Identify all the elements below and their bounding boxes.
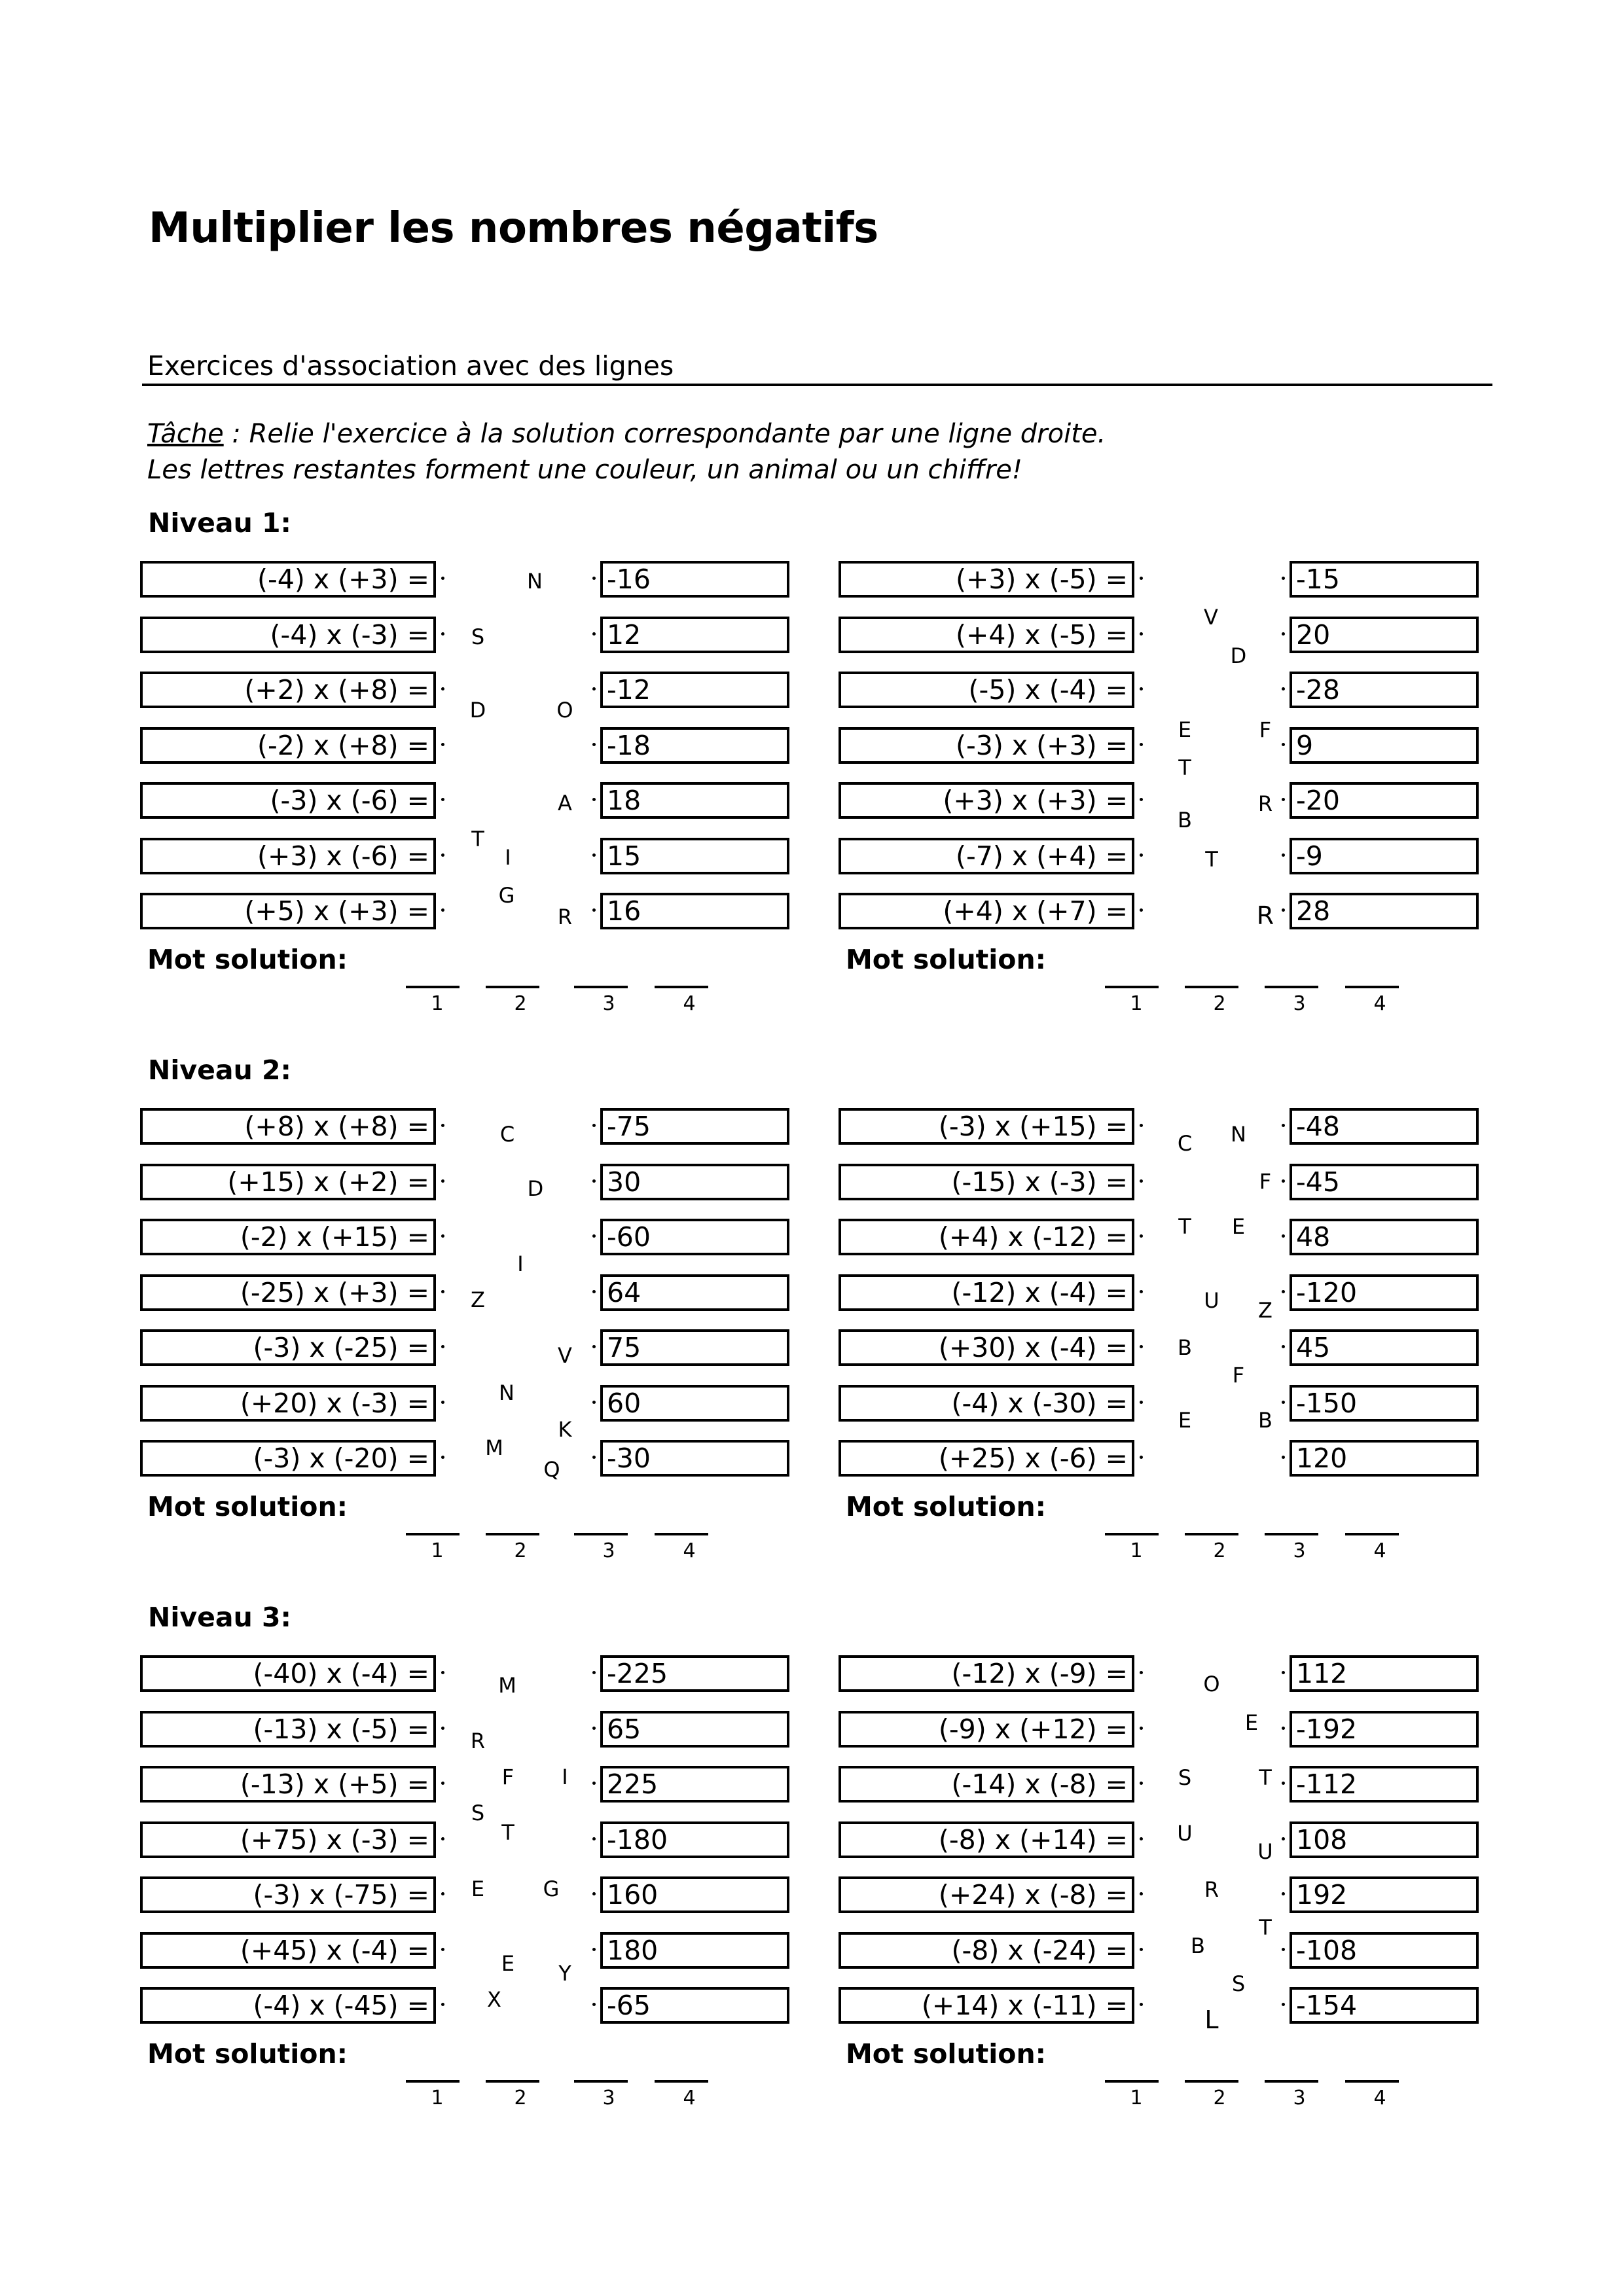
solution-connector-dot[interactable] xyxy=(592,1124,596,1127)
scatter-letter: M xyxy=(485,1435,503,1460)
scatter-letter: O xyxy=(556,698,573,723)
solution-box[interactable]: 28 xyxy=(1290,893,1479,929)
scatter-letter: U xyxy=(1177,1821,1193,1846)
answer-blank-number: 2 xyxy=(514,2087,527,2109)
solution-box[interactable]: -9 xyxy=(1290,838,1479,874)
answer-blank-number: 1 xyxy=(431,2087,444,2109)
scatter-letter: T xyxy=(1259,1915,1272,1940)
exercise-connector-dot[interactable] xyxy=(1140,1234,1143,1238)
answer-blank-number: 1 xyxy=(1130,1539,1143,1562)
answer-blank[interactable] xyxy=(574,986,628,988)
exercise-connector-dot[interactable] xyxy=(1140,798,1143,801)
solution-box[interactable]: -120 xyxy=(1290,1274,1479,1311)
solution-box[interactable]: -16 xyxy=(600,561,789,598)
solution-connector-dot[interactable] xyxy=(1282,632,1285,636)
scatter-letter: R xyxy=(1257,791,1273,816)
scatter-letter: S xyxy=(471,1801,485,1825)
exercise-connector-dot[interactable] xyxy=(1140,632,1143,636)
solution-connector-dot[interactable] xyxy=(1282,1727,1285,1730)
exercise-connector-dot[interactable] xyxy=(1140,1345,1143,1348)
exercise-box[interactable]: (-5) x (-4) = xyxy=(839,672,1134,708)
exercise-connector-dot[interactable] xyxy=(1140,687,1143,691)
solution-box[interactable]: 12 xyxy=(600,617,789,653)
answer-blank[interactable] xyxy=(655,2080,708,2083)
solution-connector-dot[interactable] xyxy=(592,1782,596,1785)
solution-connector-dot[interactable] xyxy=(592,1290,596,1293)
solution-connector-dot[interactable] xyxy=(1282,687,1285,691)
scatter-letter: V xyxy=(558,1343,572,1368)
level-label: Niveau 3: xyxy=(148,1602,291,1633)
answer-blank-number: 2 xyxy=(1213,2087,1226,2109)
solution-box[interactable]: -65 xyxy=(600,1987,789,2024)
exercise-box[interactable]: (+4) x (+7) = xyxy=(839,893,1134,929)
exercise-connector-dot[interactable] xyxy=(441,1892,444,1895)
exercise-box[interactable]: (+45) x (-4) = xyxy=(140,1932,436,1969)
scatter-letter: V xyxy=(1204,605,1218,630)
exercise-connector-dot[interactable] xyxy=(441,1727,444,1730)
solution-box[interactable]: -192 xyxy=(1290,1711,1479,1748)
answer-blank[interactable] xyxy=(486,2080,539,2083)
solution-box[interactable]: -45 xyxy=(1290,1164,1479,1200)
scatter-letter: N xyxy=(1231,1122,1246,1147)
exercise-box[interactable]: (-12) x (-4) = xyxy=(839,1274,1134,1311)
answer-blank-number: 2 xyxy=(1213,1539,1226,1562)
answer-blank[interactable] xyxy=(406,986,460,988)
exercise-connector-dot[interactable] xyxy=(441,1948,444,1951)
solution-connector-dot[interactable] xyxy=(592,1401,596,1404)
exercise-connector-dot[interactable] xyxy=(441,687,444,691)
answer-blank[interactable] xyxy=(406,1533,460,1535)
exercise-connector-dot[interactable] xyxy=(1140,1456,1143,1459)
answer-blank[interactable] xyxy=(1185,1533,1238,1535)
answer-blank-number: 2 xyxy=(1213,992,1226,1015)
scatter-letter: F xyxy=(1259,717,1272,742)
exercise-box[interactable]: (+3) x (+3) = xyxy=(839,782,1134,819)
answer-blank[interactable] xyxy=(1345,1533,1399,1535)
exercise-box[interactable]: (-4) x (-3) = xyxy=(140,617,436,653)
solution-connector-dot[interactable] xyxy=(592,632,596,636)
exercise-box[interactable]: (-3) x (+3) = xyxy=(839,727,1134,764)
exercise-connector-dot[interactable] xyxy=(1140,1671,1143,1674)
scatter-letter: T xyxy=(1259,1765,1272,1790)
scatter-letter: R xyxy=(470,1729,486,1753)
exercise-connector-dot[interactable] xyxy=(441,1782,444,1785)
solution-box[interactable]: 192 xyxy=(1290,1876,1479,1913)
exercise-box[interactable]: (+75) x (-3) = xyxy=(140,1821,436,1858)
solution-connector-dot[interactable] xyxy=(592,577,596,580)
section-divider xyxy=(142,384,1492,386)
exercise-connector-dot[interactable] xyxy=(1140,577,1143,580)
exercise-connector-dot[interactable] xyxy=(441,1345,444,1348)
exercise-box[interactable]: (-25) x (+3) = xyxy=(140,1274,436,1311)
answer-blank-number: 3 xyxy=(602,2087,615,2109)
solution-box[interactable]: 65 xyxy=(600,1711,789,1748)
answer-blank-number: 4 xyxy=(1373,992,1386,1015)
section-subtitle: Exercices d'association avec des lignes xyxy=(147,350,674,382)
solution-box[interactable]: 48 xyxy=(1290,1219,1479,1255)
scatter-letter: F xyxy=(1259,1169,1272,1194)
scatter-letter: E xyxy=(1178,717,1192,742)
exercise-connector-dot[interactable] xyxy=(441,2003,444,2006)
exercise-connector-dot[interactable] xyxy=(1140,2003,1143,2006)
exercise-box[interactable]: (-3) x (-25) = xyxy=(140,1329,436,1366)
answer-blank[interactable] xyxy=(655,986,708,988)
mot-solution-label: Mot solution: xyxy=(846,1491,1047,1522)
solution-connector-dot[interactable] xyxy=(592,1837,596,1840)
answer-blank-number: 2 xyxy=(514,992,527,1015)
exercise-box[interactable]: (+4) x (-5) = xyxy=(839,617,1134,653)
solution-connector-dot[interactable] xyxy=(1282,2003,1285,2006)
task-label: Tâche xyxy=(147,419,224,449)
answer-blank[interactable] xyxy=(1265,2080,1318,2083)
exercise-connector-dot[interactable] xyxy=(441,1290,444,1293)
answer-blank-number: 1 xyxy=(1130,992,1143,1015)
answer-blank-number: 1 xyxy=(1130,2087,1143,2109)
scatter-letter: N xyxy=(499,1380,514,1405)
solution-box[interactable]: -75 xyxy=(600,1108,789,1145)
scatter-letter: I xyxy=(517,1251,524,1276)
exercise-connector-dot[interactable] xyxy=(441,1124,444,1127)
answer-blank[interactable] xyxy=(1105,1533,1159,1535)
exercise-box[interactable]: (+3) x (-6) = xyxy=(140,838,436,874)
scatter-letter: C xyxy=(1177,1131,1193,1156)
exercise-connector-dot[interactable] xyxy=(1140,1727,1143,1730)
exercise-box[interactable]: (-8) x (+14) = xyxy=(839,1821,1134,1858)
solution-box[interactable]: -60 xyxy=(600,1219,789,1255)
exercise-connector-dot[interactable] xyxy=(1140,1179,1143,1183)
answer-blank-number: 4 xyxy=(683,2087,696,2109)
scatter-letter: B xyxy=(1258,1408,1272,1433)
solution-box[interactable]: 225 xyxy=(600,1766,789,1803)
answer-blank-number: 3 xyxy=(1293,2087,1306,2109)
exercise-box[interactable]: (+2) x (+8) = xyxy=(140,672,436,708)
scatter-letter: Q xyxy=(543,1457,560,1482)
scatter-letter: I xyxy=(562,1765,568,1789)
scatter-letter: D xyxy=(1230,643,1247,668)
answer-blank[interactable] xyxy=(1105,2080,1159,2083)
answer-blank[interactable] xyxy=(486,1533,539,1535)
exercise-connector-dot[interactable] xyxy=(1140,1782,1143,1785)
instruction-text-1: : Relie l'exercice à la solution correspondante par une ligne droite. xyxy=(223,419,1106,449)
exercise-box[interactable]: (+15) x (+2) = xyxy=(140,1164,436,1200)
solution-box[interactable]: 15 xyxy=(600,838,789,874)
solution-connector-dot[interactable] xyxy=(1282,853,1285,857)
solution-connector-dot[interactable] xyxy=(592,853,596,857)
scatter-letter: E xyxy=(471,1876,485,1901)
scatter-letter: B xyxy=(1178,1335,1192,1360)
exercise-connector-dot[interactable] xyxy=(441,743,444,746)
answer-blank-number: 3 xyxy=(602,1539,615,1562)
exercise-box[interactable]: (-3) x (-6) = xyxy=(140,782,436,819)
exercise-connector-dot[interactable] xyxy=(1140,1290,1143,1293)
solution-connector-dot[interactable] xyxy=(1282,1782,1285,1785)
mot-solution-label: Mot solution: xyxy=(846,944,1047,975)
scatter-letter: N xyxy=(527,569,543,594)
scatter-letter: S xyxy=(1231,1971,1246,1996)
exercise-connector-dot[interactable] xyxy=(441,1401,444,1404)
exercise-box[interactable]: (+3) x (-5) = xyxy=(839,561,1134,598)
mot-solution-label: Mot solution: xyxy=(846,2038,1047,2070)
mot-solution-label: Mot solution: xyxy=(147,1491,348,1522)
solution-connector-dot[interactable] xyxy=(1282,1234,1285,1238)
solution-connector-dot[interactable] xyxy=(1282,1179,1285,1183)
scatter-letter: D xyxy=(527,1176,544,1201)
solution-connector-dot[interactable] xyxy=(592,1727,596,1730)
solution-connector-dot[interactable] xyxy=(1282,908,1285,912)
solution-connector-dot[interactable] xyxy=(1282,1671,1285,1674)
exercise-connector-dot[interactable] xyxy=(441,1234,444,1238)
solution-box[interactable]: 18 xyxy=(600,782,789,819)
solution-box[interactable]: 64 xyxy=(600,1274,789,1311)
solution-connector-dot[interactable] xyxy=(1282,1401,1285,1404)
solution-box[interactable]: -112 xyxy=(1290,1766,1479,1803)
exercise-connector-dot[interactable] xyxy=(441,853,444,857)
scatter-letter: A xyxy=(558,791,572,816)
solution-connector-dot[interactable] xyxy=(592,1234,596,1238)
solution-connector-dot[interactable] xyxy=(592,1948,596,1951)
solution-connector-dot[interactable] xyxy=(592,908,596,912)
scatter-letter: T xyxy=(501,1820,514,1845)
exercise-box[interactable]: (-2) x (+8) = xyxy=(140,727,436,764)
solution-box[interactable]: -12 xyxy=(600,672,789,708)
scatter-letter: G xyxy=(498,883,515,908)
solution-box[interactable]: 16 xyxy=(600,893,789,929)
scatter-letter: T xyxy=(1178,1214,1191,1239)
exercise-box[interactable]: (-2) x (+15) = xyxy=(140,1219,436,1255)
solution-connector-dot[interactable] xyxy=(592,1179,596,1183)
solution-box[interactable]: -30 xyxy=(600,1440,789,1477)
answer-blank[interactable] xyxy=(1185,2080,1238,2083)
answer-blank-number: 4 xyxy=(1373,1539,1386,1562)
scatter-letter: B xyxy=(1178,808,1192,833)
solution-box[interactable]: 120 xyxy=(1290,1440,1479,1477)
solution-box[interactable]: -20 xyxy=(1290,782,1479,819)
exercise-box[interactable]: (-3) x (-75) = xyxy=(140,1876,436,1913)
solution-connector-dot[interactable] xyxy=(1282,1892,1285,1895)
exercise-box[interactable]: (+24) x (-8) = xyxy=(839,1876,1134,1913)
answer-blank[interactable] xyxy=(486,986,539,988)
solution-box[interactable]: 9 xyxy=(1290,727,1479,764)
solution-box[interactable]: -225 xyxy=(600,1655,789,1692)
answer-blank-number: 3 xyxy=(602,992,615,1015)
exercise-connector-dot[interactable] xyxy=(1140,853,1143,857)
exercise-box[interactable]: (+5) x (+3) = xyxy=(140,893,436,929)
scatter-letter: U xyxy=(1257,1839,1273,1864)
exercise-box[interactable]: (+30) x (-4) = xyxy=(839,1329,1134,1366)
solution-connector-dot[interactable] xyxy=(592,687,596,691)
solution-box[interactable]: 45 xyxy=(1290,1329,1479,1366)
answer-blank[interactable] xyxy=(1185,986,1238,988)
exercise-connector-dot[interactable] xyxy=(441,577,444,580)
scatter-letter: Y xyxy=(558,1961,571,1986)
scatter-letter: G xyxy=(543,1876,560,1901)
solution-box[interactable]: -48 xyxy=(1290,1108,1479,1145)
exercise-connector-dot[interactable] xyxy=(1140,908,1143,912)
exercise-box[interactable]: (-4) x (-30) = xyxy=(839,1385,1134,1422)
page-title: Multiplier les nombres négatifs xyxy=(149,204,878,253)
answer-blank[interactable] xyxy=(1345,2080,1399,2083)
exercise-box[interactable]: (+4) x (-12) = xyxy=(839,1219,1134,1255)
answer-blank-number: 1 xyxy=(431,1539,444,1562)
scatter-letter: S xyxy=(1178,1765,1192,1790)
exercise-box[interactable]: (-4) x (+3) = xyxy=(140,561,436,598)
solution-box[interactable]: -150 xyxy=(1290,1385,1479,1422)
solution-connector-dot[interactable] xyxy=(1282,1948,1285,1951)
exercise-connector-dot[interactable] xyxy=(1140,1948,1143,1951)
exercise-connector-dot[interactable] xyxy=(1140,743,1143,746)
answer-blank[interactable] xyxy=(1105,986,1159,988)
solution-box[interactable]: 60 xyxy=(600,1385,789,1422)
solution-box[interactable]: -180 xyxy=(600,1821,789,1858)
scatter-letter: K xyxy=(558,1417,572,1442)
solution-connector-dot[interactable] xyxy=(1282,1345,1285,1348)
answer-blank[interactable] xyxy=(574,2080,628,2083)
exercise-box[interactable]: (-3) x (-20) = xyxy=(140,1440,436,1477)
solution-box[interactable]: 75 xyxy=(600,1329,789,1366)
exercise-connector-dot[interactable] xyxy=(1140,1837,1143,1840)
scatter-letter: T xyxy=(1178,755,1191,780)
answer-blank[interactable] xyxy=(655,1533,708,1535)
solution-box[interactable]: -28 xyxy=(1290,672,1479,708)
scatter-letter: S xyxy=(471,624,485,649)
exercise-connector-dot[interactable] xyxy=(441,798,444,801)
scatter-letter: T xyxy=(471,827,484,852)
exercise-box[interactable]: (-15) x (-3) = xyxy=(839,1164,1134,1200)
solution-box[interactable]: -108 xyxy=(1290,1932,1479,1969)
scatter-letter: U xyxy=(1204,1288,1219,1313)
exercise-connector-dot[interactable] xyxy=(441,908,444,912)
answer-blank[interactable] xyxy=(406,2080,460,2083)
solution-box[interactable]: 112 xyxy=(1290,1655,1479,1692)
solution-connector-dot[interactable] xyxy=(1282,1124,1285,1127)
exercise-connector-dot[interactable] xyxy=(1140,1401,1143,1404)
answer-blank-number: 3 xyxy=(1293,1539,1306,1562)
solution-connector-dot[interactable] xyxy=(1282,798,1285,801)
instruction-line-2: Les lettres restantes forment une couleur, un animal ou un chiffre! xyxy=(147,455,1022,485)
scatter-letter: E xyxy=(1244,1710,1259,1735)
exercise-box[interactable]: (+20) x (-3) = xyxy=(140,1385,436,1422)
answer-blank-number: 4 xyxy=(683,992,696,1015)
exercise-connector-dot[interactable] xyxy=(1140,1124,1143,1127)
solution-connector-dot[interactable] xyxy=(592,1671,596,1674)
solution-connector-dot[interactable] xyxy=(592,1456,596,1459)
mot-solution-label: Mot solution: xyxy=(147,2038,348,2070)
scatter-letter: T xyxy=(1205,847,1218,872)
solution-box[interactable]: 30 xyxy=(600,1164,789,1200)
exercise-box[interactable]: (-14) x (-8) = xyxy=(839,1766,1134,1803)
solution-box[interactable]: 108 xyxy=(1290,1821,1479,1858)
scatter-letter: X xyxy=(487,1987,501,2012)
scatter-letter: R xyxy=(1204,1877,1219,1902)
exercise-box[interactable]: (-9) x (+12) = xyxy=(839,1711,1134,1748)
instruction-line-1 xyxy=(147,419,1106,449)
solution-connector-dot[interactable] xyxy=(592,1345,596,1348)
scatter-letter: Z xyxy=(1258,1298,1272,1323)
solution-connector-dot[interactable] xyxy=(592,743,596,746)
scatter-letter: R xyxy=(1256,901,1274,930)
answer-blank-number: 3 xyxy=(1293,992,1306,1015)
scatter-letter: E xyxy=(501,1951,515,1976)
exercise-connector-dot[interactable] xyxy=(441,632,444,636)
level-label: Niveau 2: xyxy=(148,1054,291,1086)
scatter-letter: E xyxy=(1231,1214,1246,1239)
exercise-box[interactable]: (-13) x (-5) = xyxy=(140,1711,436,1748)
exercise-box[interactable]: (+8) x (+8) = xyxy=(140,1108,436,1145)
solution-connector-dot[interactable] xyxy=(592,798,596,801)
answer-blank-number: 2 xyxy=(514,1539,527,1562)
exercise-connector-dot[interactable] xyxy=(441,1179,444,1183)
answer-blank-number: 1 xyxy=(431,992,444,1015)
exercise-box[interactable]: (-3) x (+15) = xyxy=(839,1108,1134,1145)
level-label: Niveau 1: xyxy=(148,507,291,539)
solution-connector-dot[interactable] xyxy=(1282,1456,1285,1459)
scatter-letter: F xyxy=(501,1765,514,1789)
scatter-letter: Z xyxy=(471,1287,485,1312)
scatter-letter: B xyxy=(1191,1933,1205,1958)
solution-box[interactable]: 20 xyxy=(1290,617,1479,653)
scatter-letter: D xyxy=(469,698,486,723)
exercise-box[interactable]: (-4) x (-45) = xyxy=(140,1987,436,2024)
scatter-letter: I xyxy=(505,845,511,870)
solution-box[interactable]: -154 xyxy=(1290,1987,1479,2024)
solution-connector-dot[interactable] xyxy=(1282,743,1285,746)
exercise-box[interactable]: (-8) x (-24) = xyxy=(839,1932,1134,1969)
exercise-box[interactable]: (-40) x (-4) = xyxy=(140,1655,436,1692)
scatter-letter: C xyxy=(499,1122,515,1147)
solution-connector-dot[interactable] xyxy=(1282,1290,1285,1293)
answer-blank-number: 4 xyxy=(683,1539,696,1562)
answer-blank[interactable] xyxy=(1265,986,1318,988)
solution-box[interactable]: -18 xyxy=(600,727,789,764)
solution-connector-dot[interactable] xyxy=(592,1892,596,1895)
solution-connector-dot[interactable] xyxy=(1282,1837,1285,1840)
scatter-letter: F xyxy=(1232,1363,1245,1388)
solution-box[interactable]: -15 xyxy=(1290,561,1479,598)
answer-blank[interactable] xyxy=(574,1533,628,1535)
exercise-box[interactable]: (+25) x (-6) = xyxy=(839,1440,1134,1477)
mot-solution-label: Mot solution: xyxy=(147,944,348,975)
solution-connector-dot[interactable] xyxy=(1282,577,1285,580)
scatter-letter: L xyxy=(1204,2005,1219,2034)
answer-blank[interactable] xyxy=(1345,986,1399,988)
exercise-connector-dot[interactable] xyxy=(441,1671,444,1674)
answer-blank[interactable] xyxy=(1265,1533,1318,1535)
exercise-connector-dot[interactable] xyxy=(441,1456,444,1459)
scatter-letter: R xyxy=(557,905,573,929)
exercise-box[interactable]: (-12) x (-9) = xyxy=(839,1655,1134,1692)
solution-connector-dot[interactable] xyxy=(592,2003,596,2006)
exercise-connector-dot[interactable] xyxy=(1140,1892,1143,1895)
exercise-box[interactable]: (+14) x (-11) = xyxy=(839,1987,1134,2024)
scatter-letter: E xyxy=(1178,1408,1192,1433)
exercise-box[interactable]: (-13) x (+5) = xyxy=(140,1766,436,1803)
answer-blank-number: 4 xyxy=(1373,2087,1386,2109)
exercise-connector-dot[interactable] xyxy=(441,1837,444,1840)
solution-box[interactable]: 180 xyxy=(600,1932,789,1969)
scatter-letter: O xyxy=(1203,1672,1220,1696)
exercise-box[interactable]: (-7) x (+4) = xyxy=(839,838,1134,874)
solution-box[interactable]: 160 xyxy=(600,1876,789,1913)
scatter-letter: M xyxy=(498,1673,516,1698)
